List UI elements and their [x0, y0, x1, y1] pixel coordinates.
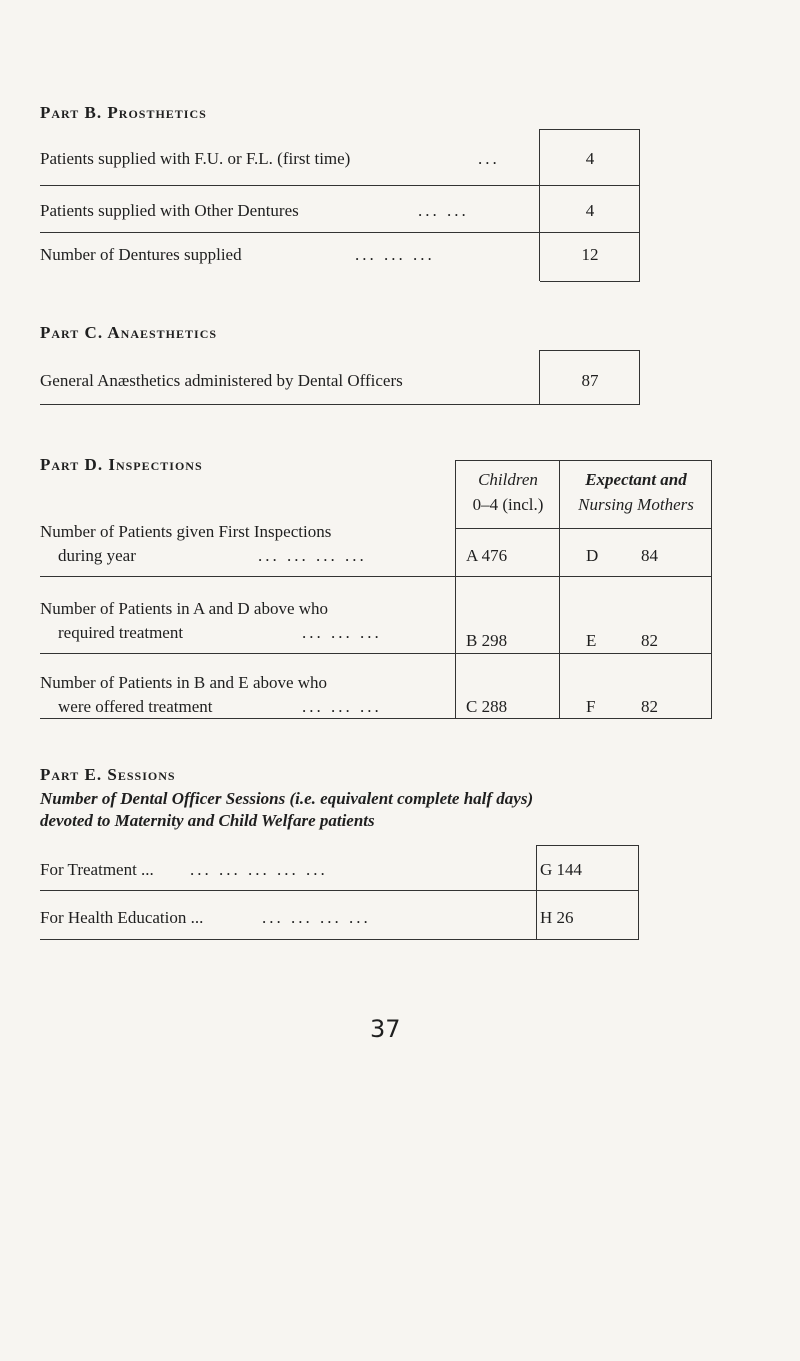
part-d-row-3-dots: ... ... ...: [302, 697, 382, 716]
part-d-rule-1: [40, 576, 712, 577]
part-e-row-1-label: For Treatment ...: [40, 860, 154, 879]
part-d-bottom-rule: [40, 718, 712, 719]
part-d-row-2-children: B 298: [466, 631, 508, 650]
col-header-mothers-line2: Nursing Mothers: [578, 495, 694, 514]
part-b-row-1-label: Patients supplied with F.U. or F.L. (first time): [40, 149, 351, 168]
part-d-row-2-mothers-value: 82: [641, 631, 658, 650]
part-e-heading: Part E. Sessions: [40, 765, 176, 784]
part-d-header-rule: [456, 528, 712, 529]
part-d-row-3-children: C 288: [466, 697, 508, 716]
part-c-col-left: [539, 350, 540, 404]
part-b-row-2-dots: ... ...: [418, 201, 469, 220]
part-e-row-1-dots: ... ... ... ... ...: [190, 860, 328, 879]
part-d-row-2-line1: Number of Patients in A and D above who: [40, 599, 329, 618]
part-b-col-left: [539, 129, 540, 281]
page-number: 37: [370, 1015, 401, 1043]
part-d-row-1-line1: Number of Patients given First Inspections: [40, 522, 332, 541]
part-b-row-2-value: 4: [585, 201, 595, 220]
part-b-rule-2: [40, 232, 640, 233]
col-header-children-line1: Children: [478, 470, 538, 489]
part-c-bottom-rule: [40, 404, 640, 405]
part-e-row-2-value: H 26: [540, 908, 574, 927]
part-e-rule-1: [40, 890, 639, 891]
part-b-heading: Part B. Prosthetics: [40, 103, 207, 122]
part-b-bottom-rule: [540, 281, 640, 282]
part-e-row-1-value: G 144: [540, 860, 583, 879]
part-b-row-3-dots: ... ... ...: [355, 245, 435, 264]
part-e-bottom-rule: [40, 939, 639, 940]
part-e-top-rule: [537, 845, 639, 846]
part-d-row-3-mothers-letter: F: [586, 697, 596, 716]
part-d-top-rule: [456, 460, 712, 461]
part-d-row-1-mothers-value: 84: [641, 546, 658, 565]
part-d-row-2-mothers-letter: E: [586, 631, 597, 650]
part-b-row-1-dots: ...: [478, 149, 500, 168]
part-e-col-right: [638, 845, 639, 939]
part-d-row-1-mothers-letter: D: [586, 546, 599, 565]
part-b-row-3-label: Number of Dentures supplied: [40, 245, 242, 264]
part-d-row-2-line2: required treatment: [58, 623, 184, 642]
part-c-heading: Part C. Anaesthetics: [40, 323, 218, 342]
part-b-row-1-value: 4: [585, 149, 595, 168]
part-d-row-2-dots: ... ... ...: [302, 623, 382, 642]
part-b-rule-1: [40, 185, 640, 186]
part-d-heading: Part D. Inspections: [40, 455, 203, 474]
part-e-row-2-dots: ... ... ... ...: [262, 908, 371, 927]
part-b-col-right: [639, 129, 640, 281]
part-c-col-right: [639, 350, 640, 404]
part-d-rule-2: [40, 653, 712, 654]
part-c-row-1-label: General Anæsthetics administered by Dental Officers: [40, 371, 403, 390]
part-d-col-1: [455, 460, 456, 718]
part-e-subtitle-line1: Number of Dental Officer Sessions (i.e. equivalent complete half days): [40, 789, 534, 808]
part-b-row-2-label: Patients supplied with Other Dentures: [40, 201, 299, 220]
part-d-col-2: [559, 460, 560, 718]
col-header-children-line2: 0–4 (incl.): [472, 495, 544, 514]
part-e-subtitle-line2: devoted to Maternity and Child Welfare patients: [40, 811, 375, 830]
part-d-row-3-line1: Number of Patients in B and E above who: [40, 673, 328, 692]
part-e-col-left: [536, 845, 537, 939]
part-d-col-3: [711, 460, 712, 718]
part-e-row-2-label: For Health Education ...: [40, 908, 204, 927]
part-d-row-3-line2: were offered treatment: [58, 697, 213, 716]
part-d-row-1-dots: ... ... ... ...: [258, 546, 367, 565]
part-d-row-3-mothers-value: 82: [641, 697, 658, 716]
part-d-row-1-children: A 476: [466, 546, 508, 565]
col-header-mothers-line1: Expectant and: [585, 470, 687, 489]
part-c-top-rule: [540, 350, 640, 351]
part-b-top-rule: [540, 129, 640, 130]
part-c-row-1-value: 87: [581, 371, 599, 390]
part-d-row-1-line2: during year: [58, 546, 136, 565]
part-b-row-3-value: 12: [581, 245, 599, 264]
